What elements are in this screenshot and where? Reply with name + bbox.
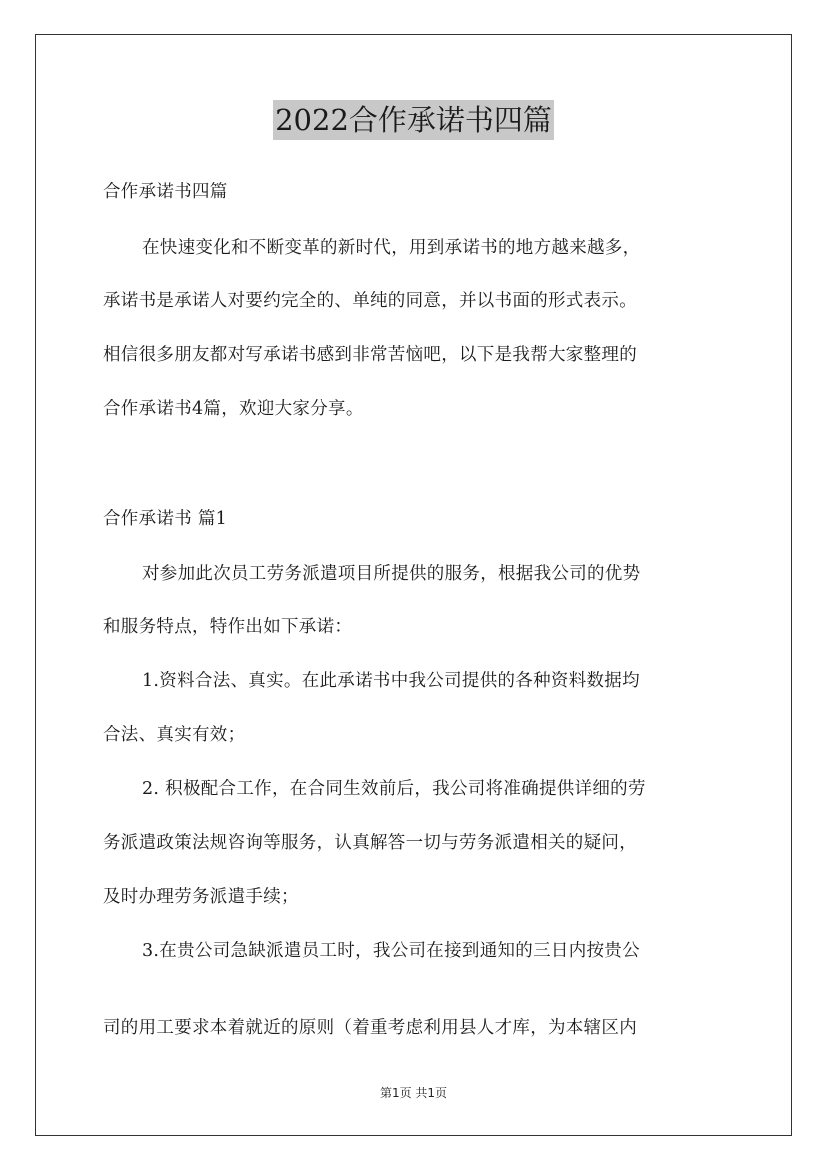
intro-line: 合作承诺书4篇，欢迎大家分享。 — [103, 399, 364, 419]
page-footer: 第1页 共1页 — [379, 1086, 448, 1100]
document-title: 2022合作承诺书四篇 — [273, 100, 554, 140]
document-subtitle: 合作承诺书四篇 — [103, 182, 228, 202]
body-line: 合法、真实有效； — [103, 725, 246, 745]
title-container — [0, 100, 827, 140]
body-line: 务派遣政策法规咨询等服务，认真解答一切与劳务派遣相关的疑问， — [103, 833, 637, 853]
intro-line: 承诺书是承诺人对要约完全的、单纯的同意，并以书面的形式表示。 — [103, 291, 637, 311]
body-line: 司的用工要求本着就近的原则（着重考虑利用县人才库，为本辖区内 — [103, 1018, 637, 1038]
body-line: 对参加此次员工劳务派遣项目所提供的服务，根据我公司的优势 — [142, 564, 641, 584]
body-line: 1.资料合法、真实。在此承诺书中我公司提供的各种资料数据均 — [142, 671, 640, 691]
intro-line: 在快速变化和不断变革的新时代，用到承诺书的地方越来越多， — [142, 238, 641, 258]
intro-line: 相信很多朋友都对写承诺书感到非常苦恼吧，以下是我帮大家整理的 — [103, 345, 637, 365]
body-line: 及时办理劳务派遣手续； — [103, 887, 299, 907]
body-line: 2. 积极配合工作，在合同生效前后，我公司将准确提供详细的劳 — [142, 779, 646, 799]
section-heading: 合作承诺书 篇1 — [103, 509, 228, 529]
body-line: 和服务特点，特作出如下承诺： — [103, 617, 353, 637]
body-line: 3.在贵公司急缺派遣员工时，我公司在接到通知的三日内按贵公 — [142, 941, 640, 961]
